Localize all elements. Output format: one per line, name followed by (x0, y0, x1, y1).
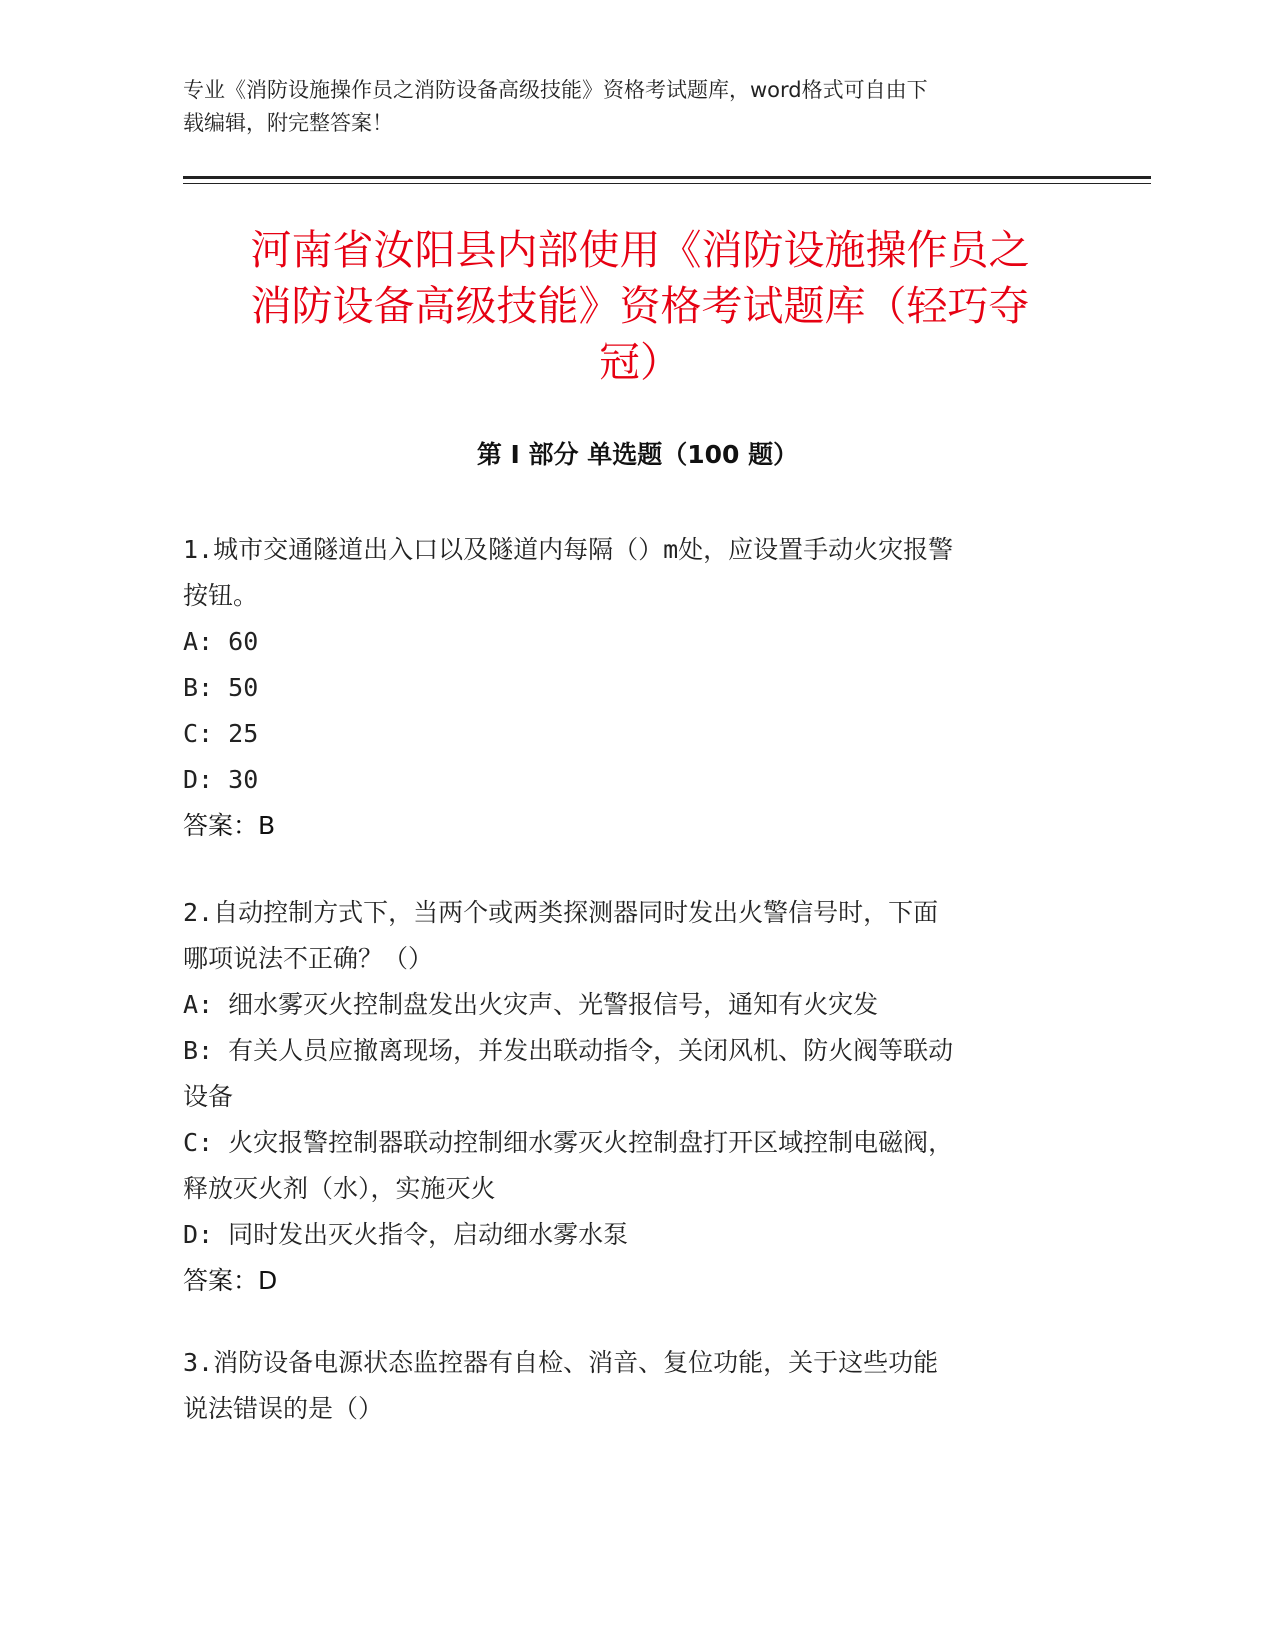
intro-line-1 (183, 74, 1063, 107)
question-3 (183, 1340, 1063, 1432)
question-stem: 3.消防设备电源状态监控器有自检、消音、复位功能，关于这些功能 (183, 1348, 939, 1377)
question-stem: 2.自动控制方式下，当两个或两类探测器同时发出火警信号时，下面 (183, 898, 939, 927)
intro-text-a: 专业《消防设施操作员之消防设备高级技能》资格考试题库， (183, 78, 750, 102)
title-line-1: 河南省汝阳县内部使用《消防设施操作员之 (250, 226, 1030, 274)
option-b-cont: 设备 (183, 1082, 234, 1111)
answer-text: 答案：D (183, 1266, 278, 1295)
option-b: B: 50 (183, 673, 259, 702)
question-stem: 1.城市交通隧道出入口以及隧道内每隔（）m处，应设置手动火灾报警 (183, 535, 954, 564)
answer-text: 答案：B (183, 811, 276, 840)
question-2 (183, 890, 1063, 1304)
question-stem-cont: 按钮。 (183, 581, 259, 610)
option-b: B: 有关人员应撤离现场，并发出联动指令，关闭风机、防火阀等联动 (183, 1036, 954, 1065)
header-rule-thin (183, 183, 1151, 184)
title-line-3: 冠） (599, 338, 681, 386)
option-d: D: 同时发出灭火指令，启动细水雾水泵 (183, 1220, 629, 1249)
intro-word: word (750, 78, 802, 102)
intro-note (183, 74, 1063, 140)
header-rule-thick (183, 176, 1151, 179)
option-c-cont: 释放灭火剂（水），实施灭火 (183, 1174, 496, 1203)
title-line-2: 消防设备高级技能》资格考试题库（轻巧夺 (250, 282, 1030, 330)
document-title (190, 222, 1090, 390)
option-c: C: 25 (183, 719, 259, 748)
question-stem-cont: 说法错误的是（） (183, 1394, 384, 1423)
question-stem-cont: 哪项说法不正确？（） (183, 944, 434, 973)
option-a: A: 60 (183, 627, 259, 656)
option-d: D: 30 (183, 765, 259, 794)
option-a: A: 细水雾灭火控制盘发出火灾声、光警报信号，通知有火灾发 (183, 990, 879, 1019)
question-1 (183, 527, 1063, 849)
section-heading: 第 I 部分 单选题（100 题） (476, 440, 799, 469)
intro-line-2: 载编辑，附完整答案！ (183, 111, 393, 135)
intro-text-b: 格式可自由下 (801, 78, 928, 102)
option-c: C: 火灾报警控制器联动控制细水雾灭火控制盘打开区域控制电磁阀， (183, 1128, 954, 1157)
